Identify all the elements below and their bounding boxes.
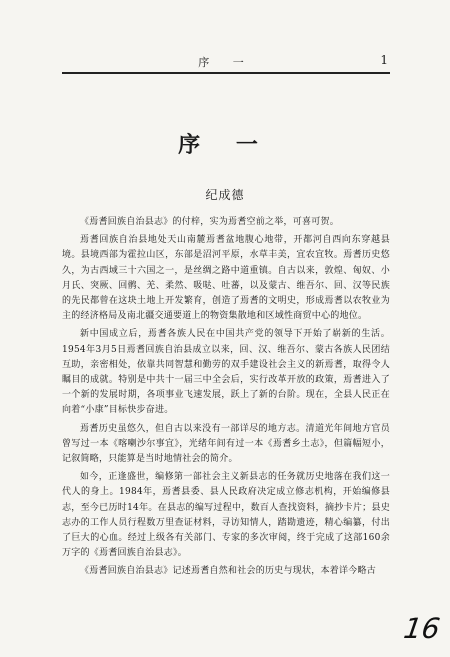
paragraph: 如今，正逢盛世，编修第一部社会主义新县志的任务就历史地落在我们这一代人的身上。1984年，焉耆县委、县人民政府决定成立修志机构，开始编修县志，至今已历时14年。在县志的编写过程中，数百人查找资料，摘抄卡片；县史志办的工作人员行程数万里查证材料，寻访知情人，踏勘遗迹，精心编纂，付出了巨大的心血。经过上级各有关部门、专家的多次审阅，终于完成了这部160余万字的《焉耆回族自治县志》。 [62, 472, 390, 559]
paragraph: 新中国成立后，焉耆各族人民在中国共产党的领导下开始了崭新的生活。1954年3月5日焉耆回族自治县成立以来，回、汉、维吾尔、蒙古各族人民团结互助，亲密相处，依靠共同智慧和勤劳的双手建设社会主义的新焉耆，取得令人瞩目的成就。特别是中共十一届三中全会后，实行改革开放的政策，焉耆进入了一个新的发展时期，各项事业飞速发展，跃上了新的台阶。现在，全县人民正在向着“小康”目标快步奋进。 [62, 329, 390, 416]
header-title: 序 一 [198, 56, 254, 69]
paragraph: 焉耆回族自治县地处天山南麓焉耆盆地腹心地带，开都河自西向东穿越县境。县境西部为霍拉山区，东部是沼河平原，水草丰美，宜农宜牧。焉耆历史悠久，为古西域三十六国之一，是丝绸之路中道重镇。自古以来，敦煌、匈奴、小月氏、突厥、回鹘、羌、柔然、吸哒、吐蕃，以及蒙古、维吾尔、回、汉等民族的先民都曾在这块土地上开发繁育，创造了焉耆的文明史，形成焉耆以农牧业为主的经济格局及南北疆交通要道上的物资集散地和区域性商贸中心的地位。 [62, 235, 390, 322]
running-header [62, 52, 390, 74]
page-title: 序 一 [178, 132, 272, 158]
handwritten-page-mark: 16 [401, 612, 442, 645]
author-name: 纪成德 [205, 188, 245, 202]
page-number: 1 [380, 53, 388, 67]
paragraph: 《焉耆回族自治县志》记述焉耆自然和社会的历史与现状，本着详今略古 [80, 566, 377, 577]
paragraph: 《焉耆回族自治县志》的付梓，实为焉耆空前之举，可喜可贺。 [80, 217, 340, 227]
paragraph: 焉耆历史虽悠久，但自古以来没有一部详尽的地方志。清道光年间地方官员曾写过一本《喀喇沙尔事宜》，光绪年间有过一本《焉耆乡土志》，但篇幅短小，记叙简略，只能算是当时地情社会的简介。 [62, 423, 390, 465]
body-text [62, 215, 390, 580]
